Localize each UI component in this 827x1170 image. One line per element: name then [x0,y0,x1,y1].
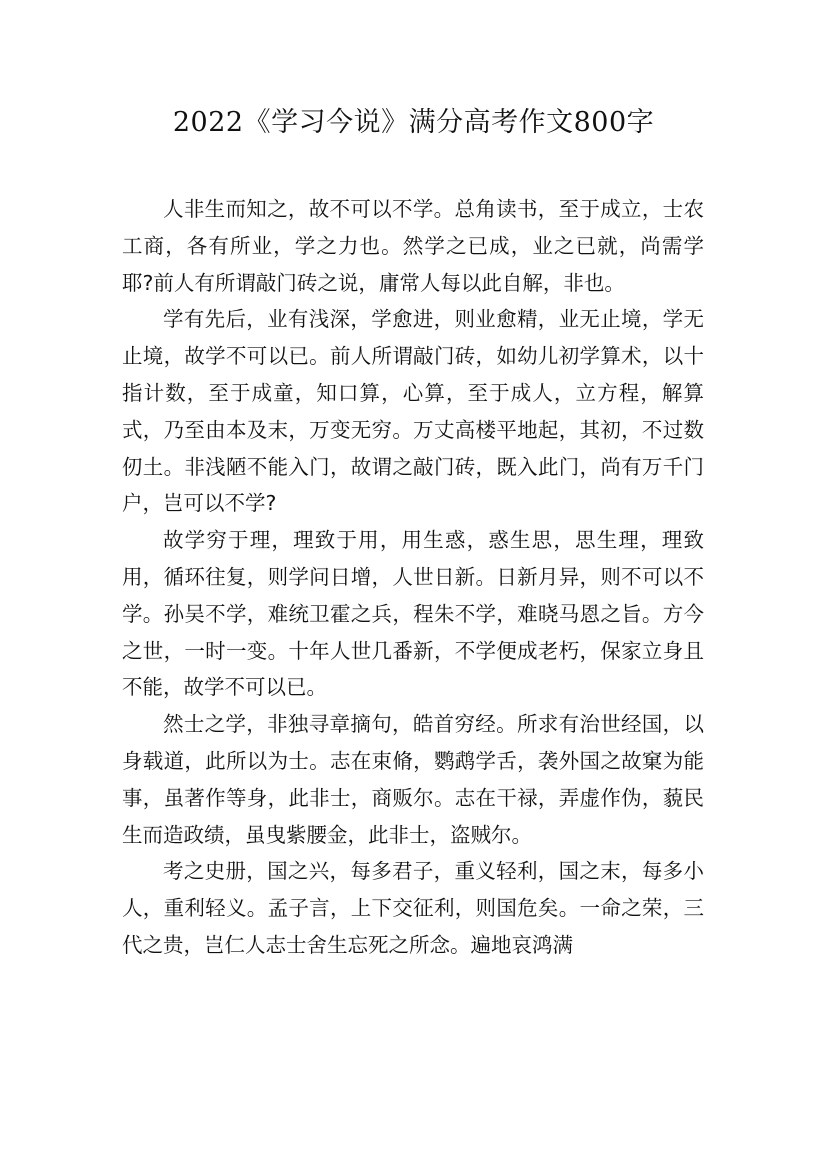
document-title: 2022《学习今说》满分高考作文800字 [172,107,655,138]
paragraph-1: 人非生而知之，故不可以不学。总角读书，至于成立，士农工商，各有所业，学之力也。然学之已成，业之已就，尚需学耶?前人有所谓敲门砖之说，庸常人每以此自解，非也。 [122,197,704,295]
paragraph-4: 然士之学，非独寻章摘句，皓首穷经。所求有治世经国，以身载道，此所以为士。志在束脩，鹦鹉学舌，袭外国之故窠为能事，虽著作等身，此非士，商贩尔。志在干禄，弄虚作伪，藐民生而造政绩，虽曳紫腰金，此非士，盗贼尔。 [122,712,704,847]
paragraph-3: 故学穷于理，理致于用，用生惑，惑生思，思生理，理致用，循环往复，则学问日增，人世日新。日新月异，则不可以不学。孙吴不学，难统卫霍之兵，程朱不学，难晓马恩之旨。方今之世，一时一变。十年人世几番新，不学便成老朽，保家立身且不能，故学不可以已。 [122,528,704,700]
paragraph-2: 学有先后，业有浅深，学愈进，则业愈精，业无止境，学无止境，故学不可以已。前人所谓敲门砖，如幼儿初学算术，以十指计数，至于成童，知口算，心算，至于成人，立方程，解算式，乃至由本及末，万变无穷。万丈高楼平地起，其初，不过数仞土。非浅陋不能入门，故谓之敲门砖，既入此门，尚有万千门户，岂可以不学? [122,307,704,516]
paragraph-5: 考之史册，国之兴，每多君子，重义轻利，国之末，每多小人，重利轻义。孟子言，上下交征利，则国危矣。一命之荣，三代之贵，岂仁人志士舍生忘死之所念。遍地哀鸿满 [122,859,704,957]
document-body [122,191,704,964]
